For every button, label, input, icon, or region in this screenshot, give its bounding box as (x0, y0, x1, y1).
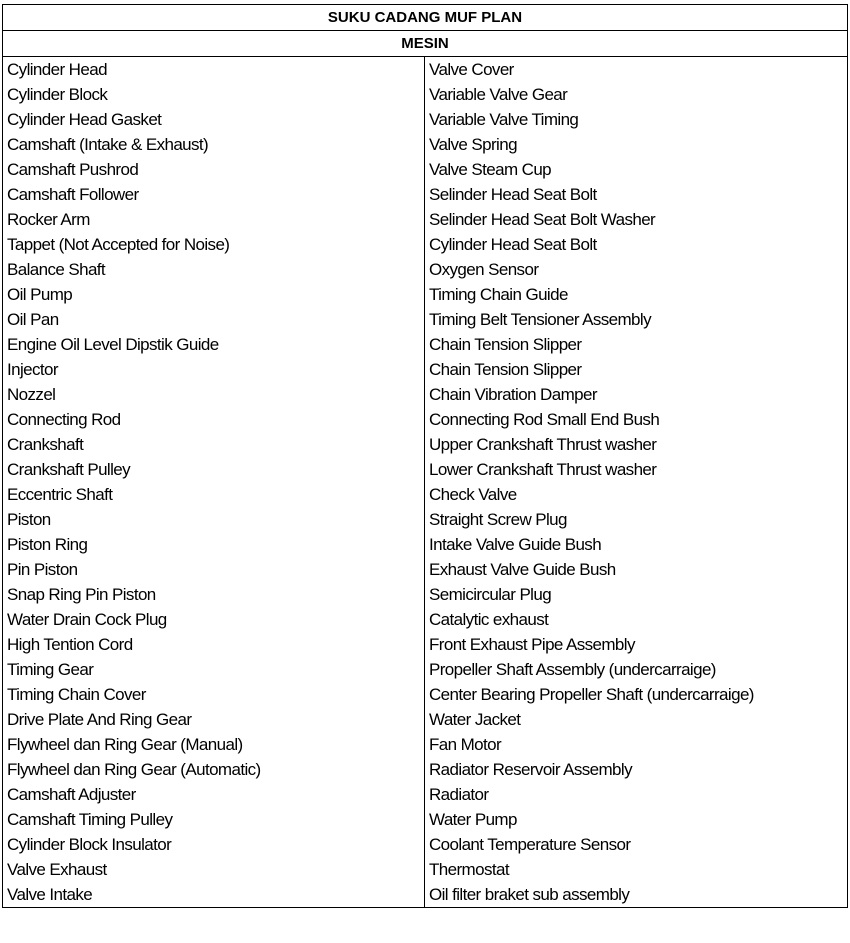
right-part-cell: Selinder Head Seat Bolt Washer (425, 207, 848, 232)
table-row (3, 232, 848, 257)
left-part-cell: Nozzel (3, 382, 425, 407)
left-part-cell: Camshaft Adjuster (3, 782, 425, 807)
table-row (3, 657, 848, 682)
table-row (3, 107, 848, 132)
table-row (3, 257, 848, 282)
left-part-cell: Cylinder Head Gasket (3, 107, 425, 132)
left-part-cell: Flywheel dan Ring Gear (Manual) (3, 732, 425, 757)
right-part-cell: Fan Motor (425, 732, 848, 757)
left-part-cell: Timing Chain Cover (3, 682, 425, 707)
table-row (3, 532, 848, 557)
left-part-cell: Crankshaft Pulley (3, 457, 425, 482)
table-title: SUKU CADANG MUF PLAN (3, 5, 848, 31)
left-part-cell: Piston (3, 507, 425, 532)
table-row (3, 132, 848, 157)
right-part-cell: Oxygen Sensor (425, 257, 848, 282)
table-row (3, 807, 848, 832)
left-part-cell: High Tention Cord (3, 632, 425, 657)
table-row (3, 732, 848, 757)
left-part-cell: Camshaft Timing Pulley (3, 807, 425, 832)
right-part-cell: Water Jacket (425, 707, 848, 732)
left-part-cell: Connecting Rod (3, 407, 425, 432)
table-row (3, 57, 848, 83)
right-part-cell: Valve Spring (425, 132, 848, 157)
table-row (3, 557, 848, 582)
left-part-cell: Injector (3, 357, 425, 382)
right-part-cell: Coolant Temperature Sensor (425, 832, 848, 857)
right-part-cell: Straight Screw Plug (425, 507, 848, 532)
table-row (3, 682, 848, 707)
right-part-cell: Upper Crankshaft Thrust washer (425, 432, 848, 457)
right-part-cell: Timing Belt Tensioner Assembly (425, 307, 848, 332)
right-part-cell: Selinder Head Seat Bolt (425, 182, 848, 207)
table-row (3, 182, 848, 207)
left-part-cell: Flywheel dan Ring Gear (Automatic) (3, 757, 425, 782)
left-part-cell: Balance Shaft (3, 257, 425, 282)
left-part-cell: Oil Pump (3, 282, 425, 307)
right-part-cell: Semicircular Plug (425, 582, 848, 607)
table-row (3, 857, 848, 882)
left-part-cell: Drive Plate And Ring Gear (3, 707, 425, 732)
spare-parts-table (2, 4, 848, 908)
table-row (3, 282, 848, 307)
left-part-cell: Camshaft Follower (3, 182, 425, 207)
section-heading: MESIN (3, 31, 848, 57)
right-part-cell: Chain Vibration Damper (425, 382, 848, 407)
table-row (3, 207, 848, 232)
table-row (3, 307, 848, 332)
table-row (3, 607, 848, 632)
right-part-cell: Variable Valve Gear (425, 82, 848, 107)
table-row (3, 432, 848, 457)
left-part-cell: Rocker Arm (3, 207, 425, 232)
right-part-cell: Radiator Reservoir Assembly (425, 757, 848, 782)
table-row (3, 457, 848, 482)
right-part-cell: Check Valve (425, 482, 848, 507)
right-part-cell: Oil filter braket sub assembly (425, 882, 848, 908)
table-row (3, 357, 848, 382)
right-part-cell: Exhaust Valve Guide Bush (425, 557, 848, 582)
right-part-cell: Catalytic exhaust (425, 607, 848, 632)
left-part-cell: Camshaft (Intake & Exhaust) (3, 132, 425, 157)
title-row (3, 5, 848, 31)
left-part-cell: Water Drain Cock Plug (3, 607, 425, 632)
table-row (3, 382, 848, 407)
right-part-cell: Valve Steam Cup (425, 157, 848, 182)
right-part-cell: Front Exhaust Pipe Assembly (425, 632, 848, 657)
left-part-cell: Pin Piston (3, 557, 425, 582)
table-row (3, 482, 848, 507)
table-row (3, 407, 848, 432)
table-row (3, 582, 848, 607)
right-part-cell: Chain Tension Slipper (425, 332, 848, 357)
right-part-cell: Connecting Rod Small End Bush (425, 407, 848, 432)
table-row (3, 782, 848, 807)
table-row (3, 832, 848, 857)
right-part-cell: Water Pump (425, 807, 848, 832)
right-part-cell: Chain Tension Slipper (425, 357, 848, 382)
table-row (3, 507, 848, 532)
left-part-cell: Crankshaft (3, 432, 425, 457)
left-part-cell: Timing Gear (3, 657, 425, 682)
table-row (3, 157, 848, 182)
right-part-cell: Valve Cover (425, 57, 848, 83)
left-part-cell: Cylinder Head (3, 57, 425, 83)
right-part-cell: Center Bearing Propeller Shaft (undercarraige) (425, 682, 848, 707)
right-part-cell: Propeller Shaft Assembly (undercarraige) (425, 657, 848, 682)
right-part-cell: Variable Valve Timing (425, 107, 848, 132)
left-part-cell: Camshaft Pushrod (3, 157, 425, 182)
right-part-cell: Lower Crankshaft Thrust washer (425, 457, 848, 482)
table-row (3, 82, 848, 107)
left-part-cell: Eccentric Shaft (3, 482, 425, 507)
left-part-cell: Cylinder Block Insulator (3, 832, 425, 857)
table-row (3, 707, 848, 732)
right-part-cell: Thermostat (425, 857, 848, 882)
left-part-cell: Snap Ring Pin Piston (3, 582, 425, 607)
right-part-cell: Cylinder Head Seat Bolt (425, 232, 848, 257)
left-part-cell: Piston Ring (3, 532, 425, 557)
table-row (3, 332, 848, 357)
left-part-cell: Engine Oil Level Dipstik Guide (3, 332, 425, 357)
left-part-cell: Tappet (Not Accepted for Noise) (3, 232, 425, 257)
table-row (3, 757, 848, 782)
table-row (3, 882, 848, 908)
left-part-cell: Valve Exhaust (3, 857, 425, 882)
left-part-cell: Cylinder Block (3, 82, 425, 107)
left-part-cell: Valve Intake (3, 882, 425, 908)
right-part-cell: Timing Chain Guide (425, 282, 848, 307)
section-row (3, 31, 848, 57)
left-part-cell: Oil Pan (3, 307, 425, 332)
right-part-cell: Intake Valve Guide Bush (425, 532, 848, 557)
table-row (3, 632, 848, 657)
right-part-cell: Radiator (425, 782, 848, 807)
